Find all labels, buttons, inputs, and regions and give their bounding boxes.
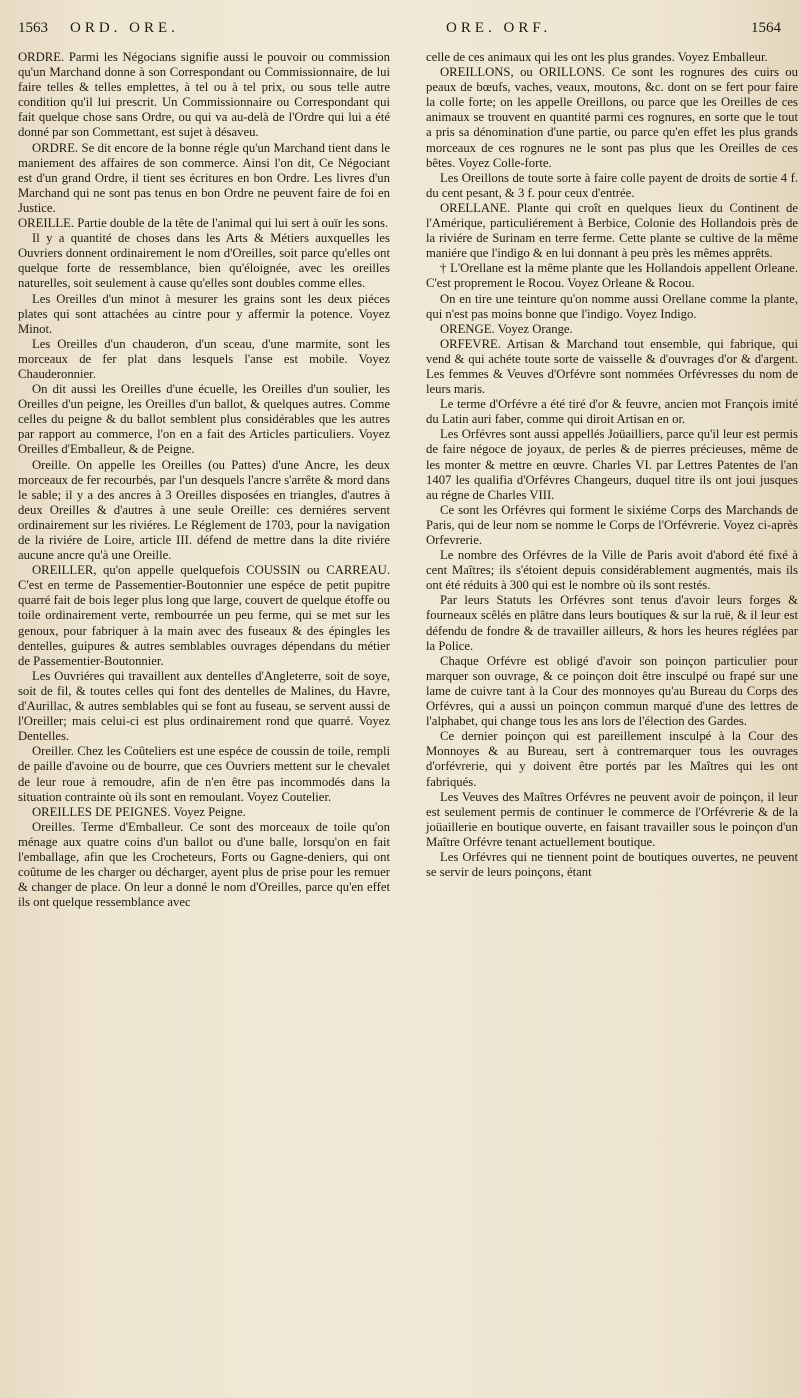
entry-paragraph: On dit aussi les Oreilles d'une écuelle, les Oreilles d'un soulier, les Oreilles d'un peigne, les Oreilles d'un ballot, & quelques autres. Comme celles du peigne & du ballot semblent plus considérables que les autres par rapport au commerce, l'on en a fait des Articles particuliers. Voyez Oreilles d'Emballeur, & de Peigne. bbox=[18, 382, 390, 457]
running-header bbox=[18, 20, 787, 44]
entry-paragraph: Les Oreillons de toute sorte à faire colle payent de droits de sortie 4 f. du cent pesant, & 3 f. pour ceux d'entrée. bbox=[426, 170, 798, 200]
entry-paragraph: celle de ces animaux qui les ont les plus grandes. Voyez Emballeur. bbox=[426, 50, 768, 64]
entry-paragraph: Oreiller. Chez les Coûteliers est une espéce de coussin de toile, rempli de paille d'avoine ou de bourre, que ces Ouvriers mettent sur le chevalet de leur roue à remoudre, afin de n'en être pas incommodés dans la situation contrainte où ils sont en remoulant. Voyez Coutelier. bbox=[18, 744, 390, 804]
left-column bbox=[18, 50, 390, 910]
entry-paragraph: On en tire une teinture qu'on nomme aussi Orellane comme la plante, qui n'est pas moins bonne que l'indigo. Voyez Indigo. bbox=[426, 291, 798, 321]
right-column bbox=[426, 50, 798, 880]
entry-paragraph: Le nombre des Orfévres de la Ville de Paris avoit d'abord été fixé à cent Maîtres; ils s'étoient depuis considérablement augmentés, mais ils ont été réduits à 300 qui est le nombre où ils sont restés. bbox=[426, 548, 798, 593]
entry-paragraph: Les Orfévres qui ne tiennent point de boutiques ouvertes, ne peuvent se servir de leurs poinçons, étant bbox=[426, 849, 798, 880]
entry-paragraph: OREILLES DE PEIGNES. Voyez Peigne. bbox=[32, 804, 246, 819]
left-running-title: ORD. ORE. bbox=[70, 20, 179, 36]
entry-paragraph: ORENGE. Voyez Orange. bbox=[440, 321, 573, 336]
entry-paragraph: ORDRE. Parmi les Négocians signifie aussi le pouvoir ou commission qu'un Marchand donne à son Correspondant ou Commissionnaire, de lui faire telles & telles emplettes, à tel ou à tel prix, ou sous telle autre condition qu'il lui prescrit. Un Commissionnaire ou Correspondant qui fait quelque chose sans Ordre, ou qui va au-delà de l'Ordre qui lui a été donné par son Commettant, est sujet à désaveu. bbox=[18, 50, 390, 140]
right-page-number: 1564 bbox=[751, 20, 781, 36]
entry-paragraph: OREILLE. Partie double de la tête de l'animal qui lui sert à ouïr les sons. bbox=[18, 216, 389, 231]
entry-paragraph: OREILLER, qu'on appelle quelquefois COUSSIN ou CARREAU. C'est en terme de Passementier-Boutonnier une espéce de petit pupitre quarré fait de bois leger plus long que large, couvert de quelque étoffe ou toile ordinairement verte, rembourrée un peu ferme, qui se met sur les genoux, pour fabriquer à la main avec des fuseaux & des épingles les dentelles, guipures & autres semblables ouvrages dépendans du métier de Passementier-Boutonnier. bbox=[18, 563, 390, 668]
entry-paragraph: Les Ouvriéres qui travaillent aux dentelles d'Angleterre, soit de soye, soit de fil, & toutes celles qui font des dentelles de Malines, du Havre, d'Aurillac, & autres semblables qui se font au fuseau, se servent aussi de l'Oreiller; mais celui-ci est plus ordinairement rond que quarré. Voyez Dentelles. bbox=[18, 668, 390, 744]
entry-paragraph: Par leurs Statuts les Orfévres sont tenus d'avoir leurs forges & fourneaux scêlés en plâtre dans leurs boutiques & sur la ruë, & il leur est défendu de fondre & de travailler ailleurs, & hors les heures réglées par la Police. bbox=[426, 593, 798, 653]
entry-paragraph: Chaque Orfévre est obligé d'avoir son poinçon particulier pour marquer son ouvrage, & ce poinçon doit être insculpé ou frapé sur une lame de cuivre tant à la Cour des monnoyes qu'au Bureau du Corps des Orfévres, qui a aussi un poinçon commun marqué d'une des lettres de l'alphabet, qui change tous les ans lors de l'élection des Gardes. bbox=[426, 653, 798, 729]
entry-paragraph: Les Orfévres sont aussi appellés Joüailliers, parce qu'il leur est permis de faire négoce de joyaux, de perles & de pierres précieuses, même de les monter & mettre en œuvre. Charles VI. par Lettres Patentes de l'an 1407 les qualifia d'Orfévres Changeurs, duquel titre ils ont joui jusques au régne de Charles VIII. bbox=[426, 427, 798, 502]
entry-paragraph: † L'Orellane est la même plante que les Hollandois appellent Orleane. C'est proprement le Rocou. Voyez Orleane & Rocou. bbox=[426, 261, 798, 291]
entry-paragraph: Ce sont les Orfévres qui forment le sixiéme Corps des Marchands de Paris, qui de leur nom se nomme le Corps de l'Orfévrerie. Voyez ci-après Orfevrerie. bbox=[426, 502, 798, 547]
entry-paragraph: Oreilles. Terme d'Emballeur. Ce sont des morceaux de toile qu'on ménage aux quatre coins d'un ballot ou d'une balle, lorsqu'on en fait l'emballage, afin que les Crocheteurs, Forts ou Gagne-deniers, qui ont coûtume de les charger ou décharger, ayent plus de prise pour les remuer & changer de place. On leur a donné le nom d'Oreilles, parce qu'en effet ils ont quelque ressemblance avec bbox=[18, 819, 390, 910]
entry-paragraph: OREILLONS, ou ORILLONS. Ce sont les rognures des cuirs ou peaux de bœufs, vaches, veaux, moutons, &c. dont on se fert pour faire la colle forte; on les appelle Oreillons, ou parce que les Oreilles de ces animaux se trouvent en quantité parmi ces rognures, en sorte que le tout a pris sa dénomination d'une partie, ou parce qu'en effet les plus grands morceaux de ces rognures ne le sont pas plus que les Oreilles de ces bêtes. Voyez Colle-forte. bbox=[426, 65, 798, 170]
entry-paragraph: Les Veuves des Maîtres Orfévres ne peuvent avoir de poinçon, il leur est seulement permis de continuer le commerce de l'Orfévrerie & de la joüaillerie en boutique ouverte, en faisant travailler sous le poinçon d'un Maître Orfévre tenant actuellement boutique. bbox=[426, 789, 798, 849]
entry-paragraph: ORFEVRE. Artisan & Marchand tout ensemble, qui fabrique, qui vend & qui achéte toute sorte de vaisselle & d'ouvrages d'or & d'argent. Les femmes & Veuves d'Orfévre sont nommées Orfévresses du nom de leurs maris. bbox=[426, 336, 798, 397]
entry-paragraph: Oreille. On appelle les Oreilles (ou Pattes) d'une Ancre, les deux morceaux de fer recourbés, par l'un desquels l'ancre s'arrête & mord dans le sable; il y a des ancres à 3 Oreilles disposées en triangles, d'autres à deux Oreilles & d'autres à une seule Oreille: ces derniéres servent ordinairement sur les riviéres. Le Réglement de 1703, pour la navigation de la riviére de Loire, article III. défend de mettre dans la dite riviére aucune ancre qu'à une Oreille. bbox=[18, 457, 390, 563]
entry-paragraph: Le terme d'Orfévre a été tiré d'or & feuvre, ancien mot François imité du Latin auri faber, comme qui diroit Artisan en or. bbox=[426, 397, 798, 427]
entry-paragraph: ORELLANE. Plante qui croît en quelques lieux du Continent de l'Amérique, particuliérement à Berbice, Colonie des Hollandois près de la riviére de Surinam en terre ferme. Cette plante se cultive de la même maniére que l'indigo & en lui donnant à peu près les mêmes apprêts. bbox=[426, 200, 798, 261]
left-page-number: 1563 bbox=[18, 20, 48, 36]
entry-paragraph: Les Oreilles d'un chauderon, d'un sceau, d'une marmite, sont les morceaux de fer plat dans lesquels l'anse est mobile. Voyez Chauderonnier. bbox=[18, 336, 390, 381]
entry-paragraph: Il y a quantité de choses dans les Arts & Métiers auxquelles les Ouvriers donnent ordinairement le nom d'Oreilles, soit parce qu'elles ont quelque forte de ressemblance, bien qu'éloignée, avec les oreilles naturelles, soit seulement à cause qu'elles sont doubles comme elles. bbox=[18, 231, 390, 291]
entry-paragraph: Les Oreilles d'un minot à mesurer les grains sont les deux piéces plates qui sont attachées au cintre pour y affermir la potence. Voyez Minot. bbox=[18, 291, 390, 336]
right-running-title: ORE. ORF. bbox=[446, 20, 552, 36]
entry-paragraph: Ce dernier poinçon qui est pareillement insculpé à la Cour des Monnoyes & au Bureau, sert à contremarquer tous les ouvrages d'orfévrerie, qui y doivent être portés par les Maîtres qui les ont fabriqués. bbox=[426, 729, 798, 789]
entry-paragraph: ORDRE. Se dit encore de la bonne régle qu'un Marchand tient dans le maniement des affaires de son commerce. Ainsi l'on dit, Ce Négociant est d'un grand Ordre, il tient ses écritures en bon Ordre. Les livres d'un Marchand qui ne sont pas tenus en bon Ordre ne peuvent faire de foi en Justice. bbox=[18, 140, 390, 215]
